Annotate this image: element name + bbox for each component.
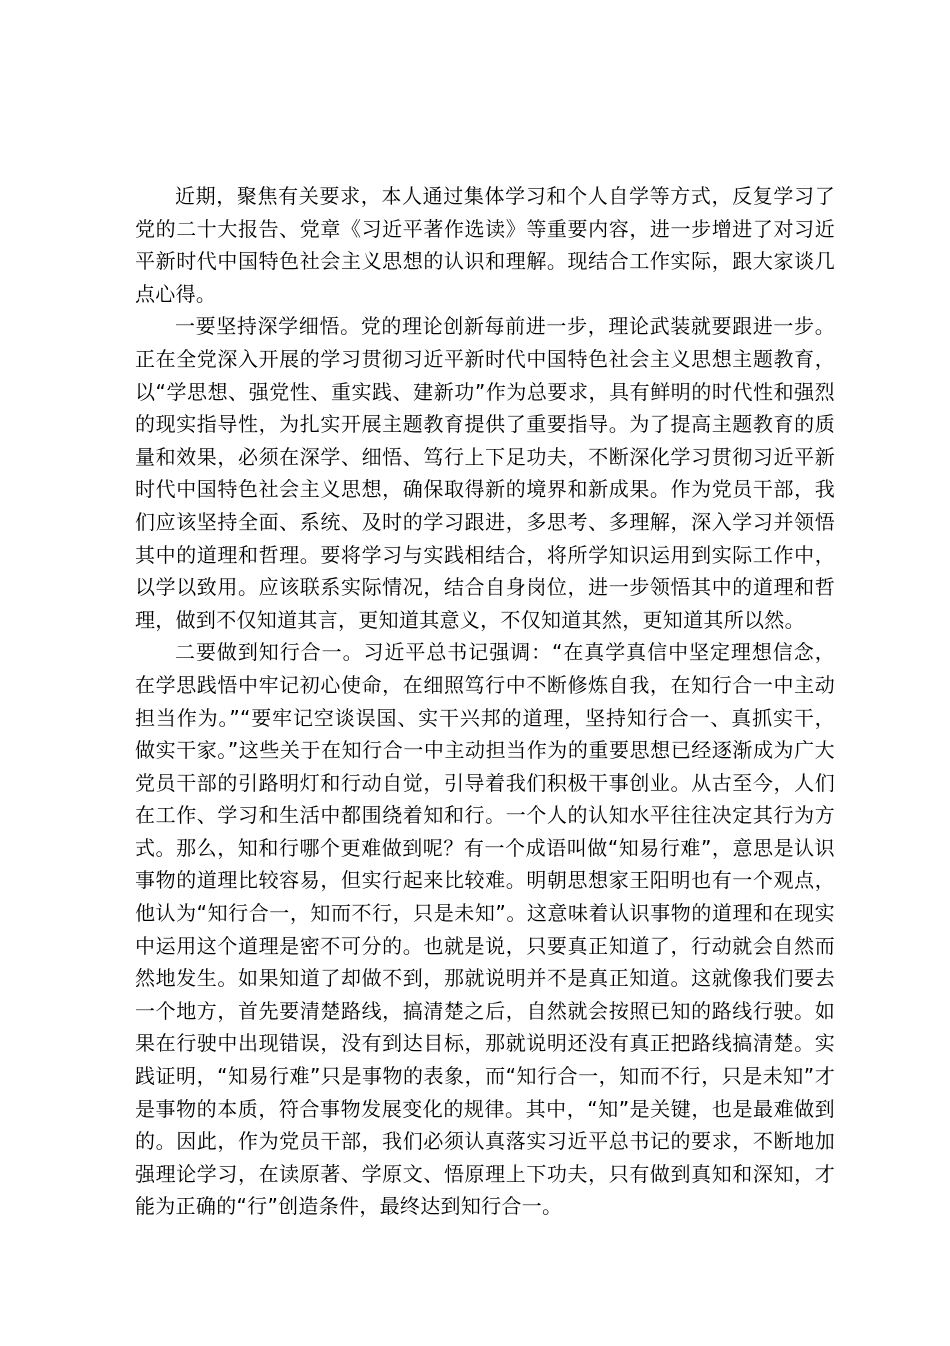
paragraph-study-deeply: 一要坚持深学细悟。党的理论创新每前进一步，理论武装就要跟进一步。正在全党深入开展的学习贯彻习近平新时代中国特色社会主义思想主题教育，以“学思想、强党性、重实践、建新功”作为总要求，具有鲜明的时代性和强烈的现实指导性，为扎实开展主题教育提供了重要指导。为了提高主题教育的质量和效果，必须在深学、细悟、笃行上下足功夫，不断深化学习贯彻习近平新时代中国特色社会主义思想，确保取得新的境界和新成果。作为党员干部，我们应该坚持全面、系统、及时的学习跟进，多思考、多理解，深入学习并领悟其中的道理和哲理。要将学习与实践相结合，将所学知识运用到实际工作中，以学以致用。应该联系实际情况，结合自身岗位，进一步领悟其中的道理和哲理，做到不仅知道其言，更知道其意义，不仅知道其然，更知道其所以然。 <box>135 314 835 632</box>
paragraph-intro: 近期，聚焦有关要求，本人通过集体学习和个人自学等方式，反复学习了党的二十大报告、党章《习近平著作选读》等重要内容，进一步增进了对习近平新时代中国特色社会主义思想的认识和理解。现结合工作实际，跟大家谈几点心得。 <box>135 184 835 306</box>
document-body <box>135 180 835 1223</box>
paragraph-knowledge-action-unity: 二要做到知行合一。习近平总书记强调：“在真学真信中坚定理想信念，在学思践悟中牢记初心使命，在细照笃行中不断修炼自我，在知行合一中主动担当作为。”“要牢记空谈误国、实干兴邦的道理，坚持知行合一、真抓实干，做实干家。”这些关于在知行合一中主动担当作为的重要思想已经逐渐成为广大党员干部的引路明灯和行动自觉，引导着我们积极干事创业。从古至今，人们在工作、学习和生活中都围绕着知和行。一个人的认知水平往往决定其行为方式。那么，知和行哪个更难做到呢？有一个成语叫做“知易行难”，意思是认识事物的道理比较容易，但实行起来比较难。明朝思想家王阳明也有一个观点，他认为“知行合一，知而不行，只是未知”。这意味着认识事物的道理和在现实中运用这个道理是密不可分的。也就是说，只要真正知道了，行动就会自然而然地发生。如果知道了却做不到，那就说明并不是真正知道。这就像我们要去一个地方，首先要清楚路线，搞清楚之后，自然就会按照已知的路线行驶。如果在行驶中出现错误，没有到达目标，那就说明还没有真正把路线搞清楚。实践证明，“知易行难”只是事物的表象，而“知行合一，知而不行，只是未知”才是事物的本质，符合事物发展变化的规律。其中，“知”是关键，也是最难做到的。因此，作为党员干部，我们必须认真落实习近平总书记的要求，不断地加强理论学习，在读原著、学原文、悟原理上下功夫，只有做到真知和深知，才能为正确的“行”创造条件，最终达到知行合一。 <box>135 640 835 1219</box>
